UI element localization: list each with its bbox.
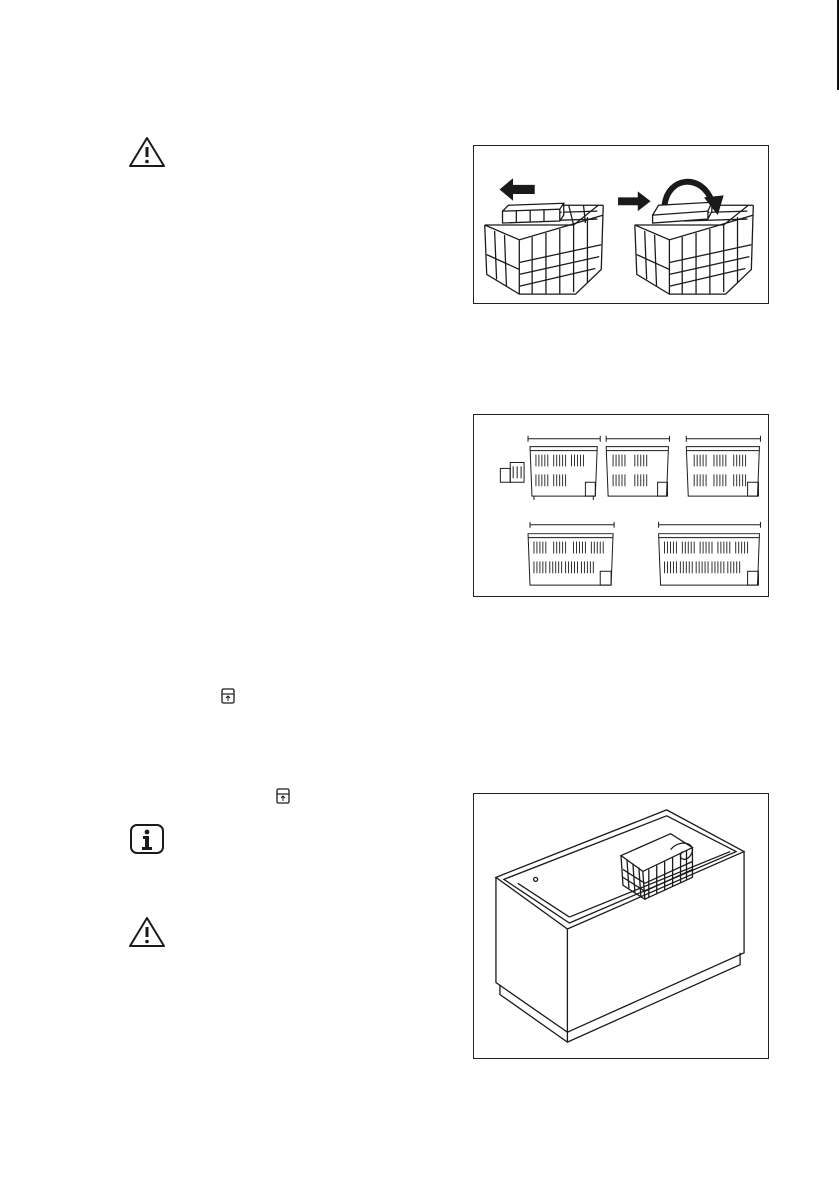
- basket-handle-fold-figure: [473, 145, 769, 304]
- warning-triangle-icon: [128, 136, 166, 168]
- chest-freezer-basket-figure: [473, 793, 769, 1059]
- information-icon: [129, 823, 165, 855]
- basket-size-combinations-figure: [473, 414, 769, 597]
- basket-handle-icon: [221, 688, 235, 704]
- basket-handle-icon: [276, 788, 290, 804]
- warning-triangle-icon: [128, 916, 166, 948]
